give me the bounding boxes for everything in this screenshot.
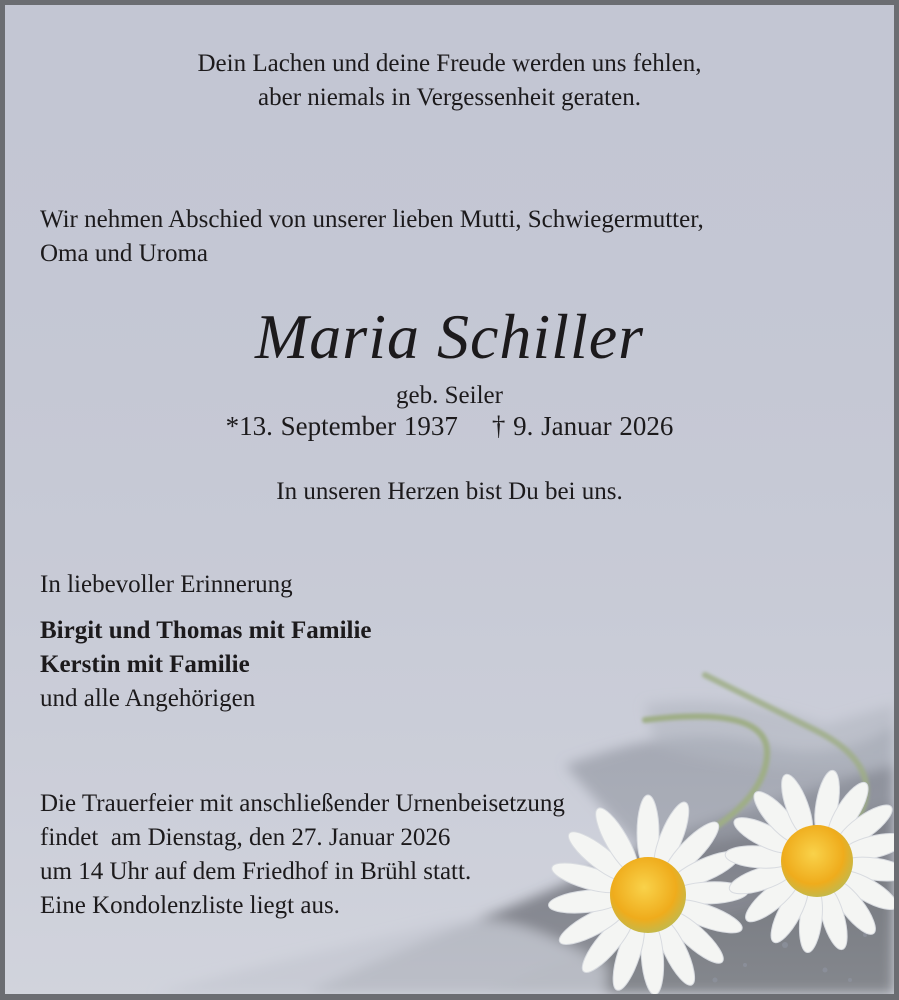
intro-line: Oma und Uroma xyxy=(40,240,209,267)
mourner: Birgit und Thomas mit Familie xyxy=(40,617,372,644)
death-date: † 9. Januar 2026 xyxy=(491,411,674,441)
intro-line: Wir nehmen Abschied von unserer lieben Mutti, Schwiegermutter, xyxy=(40,206,704,233)
motto-line: Dein Lachen und deine Freude werden uns fehlen, xyxy=(197,50,702,77)
service-line: Die Trauerfeier mit anschließender Urnenbeisetzung xyxy=(40,790,565,817)
mourners-list xyxy=(40,614,372,716)
remembrance-label: In liebevoller Erinnerung xyxy=(40,571,293,598)
mourner: und alle Angehörigen xyxy=(40,685,256,712)
service-line: um 14 Uhr auf dem Friedhof in Brühl statt. xyxy=(40,858,472,885)
farewell-intro xyxy=(40,203,704,271)
service-line: Eine Kondolenzliste liegt aus. xyxy=(40,892,340,919)
birth-name: geb. Seiler xyxy=(396,382,503,409)
deceased-name: Maria Schiller xyxy=(254,301,645,372)
birth-date: *13. September 1937 xyxy=(225,411,458,441)
service-line: findet am Dienstag, den 27. Januar 2026 xyxy=(40,824,451,851)
service-details xyxy=(40,787,565,923)
obituary-notice xyxy=(5,5,894,994)
motto-line: aber niemals in Vergessenheit geraten. xyxy=(258,84,641,111)
mourner: Kerstin mit Familie xyxy=(40,651,250,678)
motto xyxy=(5,47,894,115)
closing-phrase: In unseren Herzen bist Du bei uns. xyxy=(276,478,623,505)
life-dates xyxy=(5,409,894,443)
